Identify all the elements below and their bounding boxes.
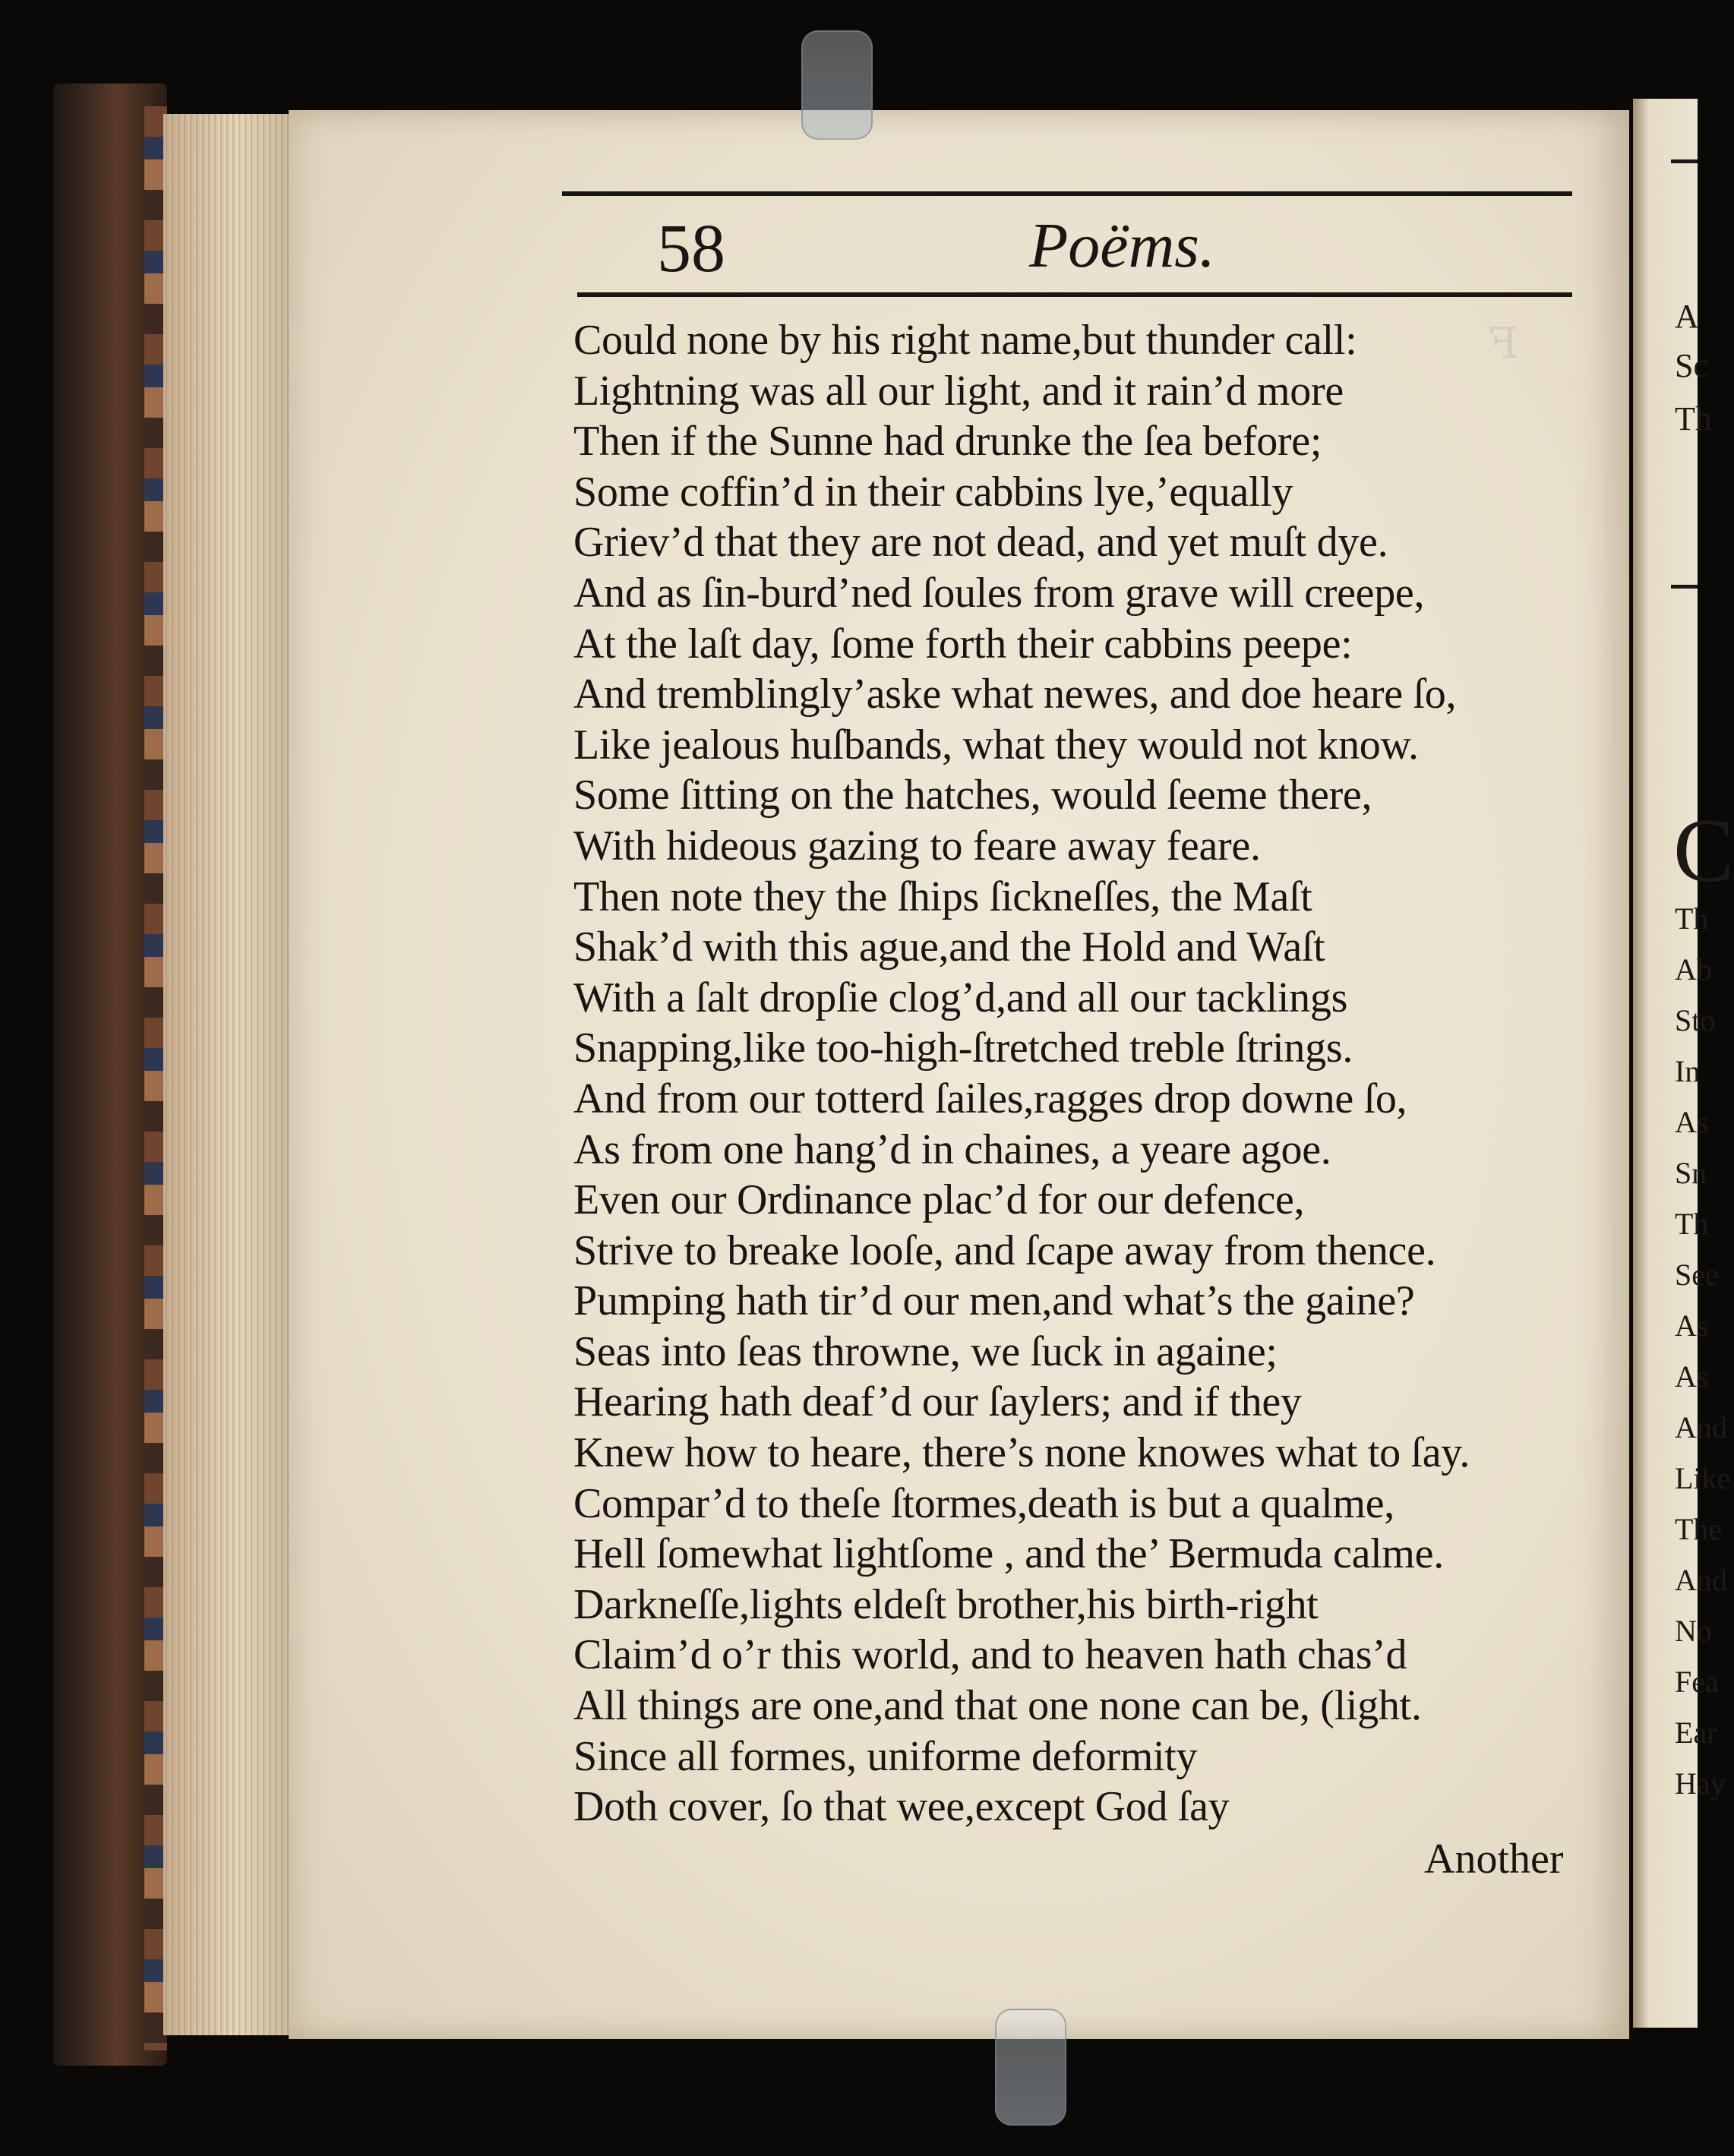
- facing-fragment: As: [1675, 1308, 1709, 1343]
- poem-line: And as ſin-burd’ned ſoules from grave will creepe,: [573, 569, 1425, 617]
- poem-line: Shak’d with this ague,and the Hold and Waſt: [573, 923, 1325, 971]
- facing-initial: C: [1673, 800, 1734, 901]
- poem-line: Lightning was all our light, and it rain’d more: [573, 367, 1344, 415]
- catchword: Another: [1424, 1836, 1564, 1883]
- facing-fragment: And: [1675, 1563, 1727, 1597]
- poem-text: [573, 315, 1591, 1832]
- facing-fragment: See: [1675, 1258, 1719, 1292]
- poem-line: Then if the Sunne had drunke the ſea before;: [573, 418, 1322, 466]
- poem-line: Hearing hath deaf’d our ſaylers; and if they: [573, 1378, 1302, 1426]
- poem-line: Hell ſomewhat lightſome , and the’ Bermuda calme.: [573, 1530, 1444, 1578]
- poem-line: Pumping hath tir’d our men,and what’s the gaine?: [573, 1277, 1415, 1325]
- poem-line: Claim’d o’r this world, and to heaven hath chas’d: [573, 1631, 1407, 1679]
- facing-fragment: Ear: [1675, 1716, 1717, 1750]
- facing-fragment: Like: [1675, 1461, 1731, 1495]
- poem-line: As from one hang’d in chaines, a yeare agoe.: [573, 1125, 1331, 1173]
- facing-fragment: As: [1675, 1359, 1709, 1394]
- facing-fragment: Ab: [1675, 952, 1712, 986]
- book-photograph: A Sc Th C Th Ab Sto In As Sn Th See As As And Like The And No Fea Ear Hay 58 Poëms. ꟻ Could none by his right name,but thunder call: Lightning was all our light, and it rain’d more Then if the Sunne had drunke the ſea before; Some coffin’d in their cabbins lye,’equally Griev’d that they are not dead, and yet muſt dye. And as ſin-burd’ned ſoules from grave will creepe, At the laſt day, ſome forth their cabbins peepe: And tremblingly’aske what newes, and doe heare ſo, Like jealous huſbands, what they would not know. Some ſitting on the hatches, would ſeeme there, With hideous gazing to feare away feare. Then note they the ſhips ſickneſſes, the Maſt Shak’d with this ague,and the Hold and Waſt With a ſalt dropſie clog’d,and all our tacklings Snapping,like too-high-ſtretched treble ſtrings. And from our totterd ſailes,ragges drop downe ſo, As from one hang’d in chaines, a yeare agoe. Even our Ordinance plac’d for our defence, Strive to breake looſe, and ſcape away from thence. Pumping hath tir’d our men,and what’s the gaine? Seas into ſeas throwne, we ſuck in againe; Hearing hath deaf’d our ſaylers; and if they Knew how to heare, there’s none knowes what to ſay. Compar’d to theſe ſtormes,death is but a qualme, Hell ſomewhat lightſome , and the’ Bermuda calme. Darkneſſe,lights eldeſt brother,his birth-right Claim’d o’r this world, and to heaven hath chas’d All things are one,and that one none can be, (light. Since all formes, uniforme deformity Doth cover, ſo that wee,except God ſay Another: [0, 0, 1698, 2156]
- poem-line: Some coffin’d in their cabbins lye,’equally: [573, 468, 1293, 516]
- header-rule-top: [562, 191, 1572, 196]
- poem-line: Snapping,like too-high-ſtretched treble ſtrings.: [573, 1024, 1353, 1072]
- page-number: 58: [657, 211, 725, 286]
- facing-fragment: Th: [1675, 901, 1709, 936]
- book-clip-bottom: [995, 2009, 1066, 2126]
- poem-line: With a ſalt dropſie clog’d,and all our tacklings: [573, 974, 1348, 1021]
- facing-fragment: Sn: [1675, 1156, 1707, 1190]
- poem-line: Doth cover, ſo that wee,except God ſay: [573, 1783, 1230, 1831]
- header-rule-bottom: [577, 292, 1572, 297]
- poem-line: Griev’d that they are not dead, and yet muſt dye.: [573, 519, 1388, 567]
- facing-rule: [1671, 585, 1698, 589]
- facing-rule: [1671, 159, 1698, 163]
- facing-fragment: No: [1675, 1614, 1712, 1648]
- facing-fragment: Th: [1675, 1207, 1709, 1241]
- running-head: Poëms.: [1029, 210, 1215, 281]
- poem-line: And tremblingly’aske what newes, and doe heare ſo,: [573, 671, 1457, 718]
- facing-fragment: And: [1675, 1410, 1727, 1444]
- poem-line: With hideous gazing to feare away feare.: [573, 822, 1261, 870]
- facing-fragment: Th: [1675, 400, 1712, 437]
- poem-line: Then note they the ſhips ſickneſſes, the Maſt: [573, 873, 1312, 920]
- poem-line: Since all formes, uniforme deformity: [573, 1732, 1198, 1780]
- poem-line: Could none by his right name,but thunder call:: [573, 317, 1357, 364]
- poem-line: Seas into ſeas throwne, we ſuck in againe;: [573, 1327, 1278, 1375]
- poem-line: And from our totterd ſailes,ragges drop downe ſo,: [573, 1075, 1407, 1122]
- poem-line: Knew how to heare, there’s none knowes what to ſay.: [573, 1429, 1470, 1477]
- facing-fragment: Sto: [1675, 1003, 1716, 1037]
- poem-line: Strive to breake looſe, and ſcape away from thence.: [573, 1226, 1436, 1274]
- book-clip-top: [801, 30, 873, 140]
- poem-line: Like jealous huſbands, what they would not know.: [573, 721, 1419, 769]
- facing-fragment: In: [1675, 1054, 1701, 1088]
- poem-line: Compar’d to theſe ſtormes,death is but a qualme,: [573, 1479, 1394, 1527]
- facing-fragment: Hay: [1675, 1766, 1726, 1801]
- facing-fragment: Sc: [1675, 347, 1708, 384]
- poem-line: Even our Ordinance plac’d for our defence,: [573, 1176, 1305, 1224]
- poem-line: Darkneſſe,lights eldeſt brother,his birth-right: [573, 1580, 1319, 1628]
- poem-line: At the laſt day, ſome forth their cabbins peepe:: [573, 620, 1353, 668]
- poem-line: All things are one,and that one none can be, (light.: [573, 1682, 1422, 1730]
- facing-fragment: The: [1675, 1512, 1723, 1546]
- poem-line: Some ſitting on the hatches, would ſeeme there,: [573, 772, 1372, 819]
- facing-fragment: Fea: [1675, 1665, 1719, 1699]
- facing-fragment: A: [1675, 298, 1699, 335]
- facing-fragment: As: [1675, 1105, 1709, 1139]
